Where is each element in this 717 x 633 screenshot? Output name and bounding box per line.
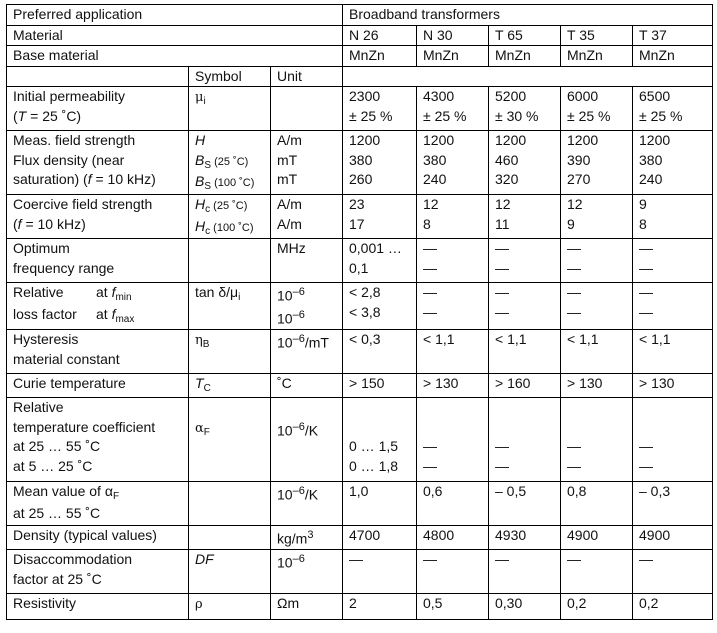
hysteresis-unit: $10^{-6}/mT$	[271, 330, 343, 374]
curie-t37: > 130	[633, 374, 713, 398]
initial-permeability-t35: 6000 ± 25 %	[561, 87, 633, 131]
preferred-application-value: Broadband transformers	[343, 5, 713, 26]
curie-unit: ˚C	[271, 374, 343, 398]
relative-loss-symbol: $\tan \delta/\mu_i$	[189, 283, 271, 330]
relative-loss-n26: < 2,8 < 3,8	[343, 283, 417, 330]
optimum-frequency-unit: MHz	[271, 239, 343, 283]
row-optimum-frequency	[7, 239, 713, 283]
mean-alpha-n30: 0,6	[417, 482, 489, 526]
hysteresis-n30: < 1,1	[417, 330, 489, 374]
mean-alpha-t37: – 0,3	[633, 482, 713, 526]
material-spec-table	[6, 4, 713, 620]
disaccommodation-t65: —	[489, 550, 561, 594]
density-unit: $kg/m^3$	[271, 526, 343, 550]
disaccommodation-n30: —	[417, 550, 489, 594]
optimum-frequency-symbol	[189, 239, 271, 283]
material-t35: T 35	[561, 25, 633, 46]
optimum-frequency-label: Optimum frequency range	[7, 239, 189, 283]
row-material	[7, 25, 713, 46]
disaccommodation-symbol: DF	[189, 550, 271, 594]
optimum-frequency-n30: — —	[417, 239, 489, 283]
density-label: Density (typical values)	[7, 526, 189, 550]
hysteresis-symbol: $\eta_B$	[189, 330, 271, 374]
resistivity-t35: 0,2	[561, 594, 633, 620]
disaccommodation-unit: $10^{-6}$	[271, 550, 343, 594]
initial-permeability-label: Initial permeability (T = 25 ˚C)	[7, 87, 189, 131]
mean-alpha-t65: – 0,5	[489, 482, 561, 526]
curie-symbol: $T_C$	[189, 374, 271, 398]
field-flux-t65: 1200 460 320	[489, 131, 561, 195]
curie-t65: > 160	[489, 374, 561, 398]
initial-permeability-symbol: $\mu_i$	[189, 87, 271, 131]
row-initial-permeability	[7, 87, 713, 131]
initial-permeability-t37: 6500 ± 25 %	[633, 87, 713, 131]
curie-n26: > 150	[343, 374, 417, 398]
density-symbol	[189, 526, 271, 550]
relative-loss-t37: — —	[633, 283, 713, 330]
hysteresis-t37: < 1,1	[633, 330, 713, 374]
coercive-symbol: $H_c$ (25 ˚C) $H_c$ (100 ˚C)	[189, 195, 271, 239]
blank-cell	[7, 66, 189, 87]
optimum-frequency-t65: — —	[489, 239, 561, 283]
row-hysteresis	[7, 330, 713, 374]
field-flux-symbol: H $B_S$ (25 ˚C) $B_S$ (100 ˚C)	[189, 131, 271, 195]
blank-cell	[343, 66, 713, 87]
disaccommodation-label: Disaccommodation factor at 25 ˚C	[7, 550, 189, 594]
row-disaccommodation	[7, 550, 713, 594]
coercive-n30: 12 8	[417, 195, 489, 239]
material-t37: T 37	[633, 25, 713, 46]
resistivity-t65: 0,30	[489, 594, 561, 620]
preferred-application-label: Preferred application	[7, 5, 343, 26]
initial-permeability-unit	[271, 87, 343, 131]
optimum-frequency-t37: — —	[633, 239, 713, 283]
row-symbol-unit-header	[7, 66, 713, 87]
base-material-n26: MnZn	[343, 46, 417, 67]
relative-loss-t65: — —	[489, 283, 561, 330]
density-n30: 4800	[417, 526, 489, 550]
coercive-t35: 12 9	[561, 195, 633, 239]
coercive-t37: 9 8	[633, 195, 713, 239]
density-t35: 4900	[561, 526, 633, 550]
density-n26: 4700	[343, 526, 417, 550]
relative-loss-n30: — —	[417, 283, 489, 330]
density-t37: 4900	[633, 526, 713, 550]
field-flux-n30: 1200 380 240	[417, 131, 489, 195]
curie-n30: > 130	[417, 374, 489, 398]
row-field-flux	[7, 131, 713, 195]
base-material-label: Base material	[7, 46, 343, 67]
material-label: Material	[7, 25, 343, 46]
temp-coeff-t37: — —	[633, 398, 713, 482]
temp-coeff-n30: — —	[417, 398, 489, 482]
curie-label: Curie temperature	[7, 374, 189, 398]
hysteresis-n26: < 0,3	[343, 330, 417, 374]
hysteresis-label: Hysteresis material constant	[7, 330, 189, 374]
row-base-material	[7, 46, 713, 67]
coercive-label: Coercive field strength (f = 10 kHz)	[7, 195, 189, 239]
field-flux-n26: 1200 380 260	[343, 131, 417, 195]
row-curie	[7, 374, 713, 398]
curie-t35: > 130	[561, 374, 633, 398]
unit-header: Unit	[271, 66, 343, 87]
resistivity-symbol: ρ	[189, 594, 271, 620]
disaccommodation-n26: —	[343, 550, 417, 594]
relative-loss-unit: $10^{-6}$ $10^{-6}$	[271, 283, 343, 330]
temp-coeff-symbol: $\alpha_F$	[189, 398, 271, 482]
disaccommodation-t35: —	[561, 550, 633, 594]
coercive-t65: 12 11	[489, 195, 561, 239]
relative-loss-t35: — —	[561, 283, 633, 330]
row-relative-loss	[7, 283, 713, 330]
material-n30: N 30	[417, 25, 489, 46]
initial-permeability-n26: 2300 ± 25 %	[343, 87, 417, 131]
mean-alpha-label: Mean value of $\alpha_F$ at 25 … 55 ˚C	[7, 482, 189, 526]
field-flux-t37: 1200 380 240	[633, 131, 713, 195]
initial-permeability-n30: 4300 ± 25 %	[417, 87, 489, 131]
field-flux-t35: 1200 390 270	[561, 131, 633, 195]
temp-coeff-n26: 0 … 1,5 0 … 1,8	[343, 398, 417, 482]
field-flux-unit: A/m mT mT	[271, 131, 343, 195]
material-n26: N 26	[343, 25, 417, 46]
temp-coeff-label: Relative temperature coefficient at 25 … 55 ˚C at 5 … 25 ˚C	[7, 398, 189, 482]
row-preferred-application	[7, 5, 713, 26]
mean-alpha-symbol	[189, 482, 271, 526]
row-density	[7, 526, 713, 550]
optimum-frequency-t35: — —	[561, 239, 633, 283]
row-resistivity	[7, 594, 713, 620]
resistivity-unit: Ωm	[271, 594, 343, 620]
initial-permeability-t65: 5200 ± 30 %	[489, 87, 561, 131]
resistivity-n30: 0,5	[417, 594, 489, 620]
resistivity-n26: 2	[343, 594, 417, 620]
optimum-frequency-n26: 0,001 … 0,1	[343, 239, 417, 283]
mean-alpha-unit: $10^{-6}/K$	[271, 482, 343, 526]
temp-coeff-t65: — —	[489, 398, 561, 482]
mean-alpha-n26: 1,0	[343, 482, 417, 526]
base-material-t37: MnZn	[633, 46, 713, 67]
disaccommodation-t37: —	[633, 550, 713, 594]
symbol-header: Symbol	[189, 66, 271, 87]
hysteresis-t35: < 1,1	[561, 330, 633, 374]
mean-alpha-t35: 0,8	[561, 482, 633, 526]
row-temp-coeff	[7, 398, 713, 482]
field-flux-label: Meas. field strength Flux density (near saturation) (f = 10 kHz)	[7, 131, 189, 195]
base-material-t35: MnZn	[561, 46, 633, 67]
resistivity-label: Resistivity	[7, 594, 189, 620]
resistivity-t37: 0,2	[633, 594, 713, 620]
hysteresis-t65: < 1,1	[489, 330, 561, 374]
row-coercive	[7, 195, 713, 239]
temp-coeff-t35: — —	[561, 398, 633, 482]
base-material-n30: MnZn	[417, 46, 489, 67]
density-t65: 4930	[489, 526, 561, 550]
temp-coeff-unit: $10^{-6}/K$	[271, 398, 343, 482]
relative-loss-label: Relative at $f_{min}$ loss factor at $f_{max}$	[7, 283, 189, 330]
coercive-unit: A/m A/m	[271, 195, 343, 239]
base-material-t65: MnZn	[489, 46, 561, 67]
row-mean-alpha	[7, 482, 713, 526]
coercive-n26: 23 17	[343, 195, 417, 239]
material-t65: T 65	[489, 25, 561, 46]
